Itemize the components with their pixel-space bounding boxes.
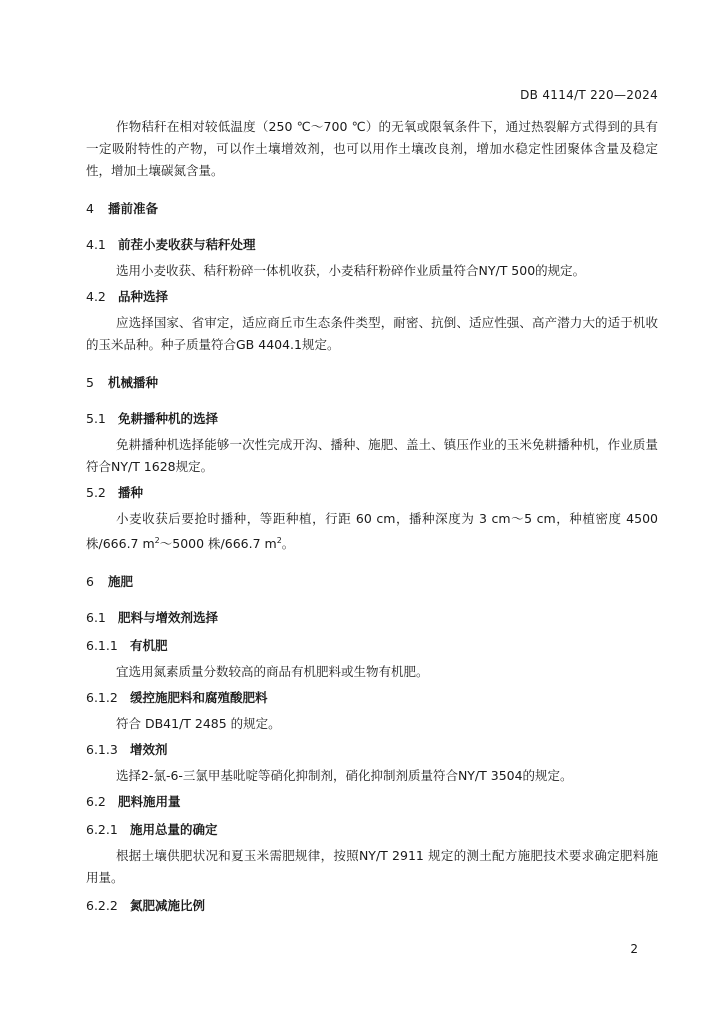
- page-number: 2: [630, 942, 638, 956]
- section-6-1-3-heading: 6.1.3 增效剂: [86, 742, 168, 758]
- intro-paragraph: 作物秸秆在相对较低温度（250 ℃～700 ℃）的无氧或限氧条件下，通过热裂解方式得到的具有一定吸附特性的产物，可以作土壤增效剂，也可以用作土壤改良剂，增加水稳定性团聚体含量及稳定性，增加土壤碳氮含量。: [86, 119, 658, 178]
- section-6-2-2-heading: 6.2.2 氮肥减施比例: [86, 898, 206, 914]
- section-6-heading: 6 施肥: [86, 574, 134, 590]
- section-4-1-text: 选用小麦收获、秸秆粉碎一体机收获，小麦秸秆粉碎作业质量符合NY/T 500的规定。: [116, 263, 586, 278]
- document-code: DB 4114/T 220—2024: [520, 88, 658, 102]
- section-5-1-text: 免耕播种机选择能够一次性完成开沟、播种、施肥、盖土、镇压作业的玉米免耕播种机，作业质量符合NY/T 1628规定。: [86, 437, 658, 474]
- section-6-1-1-text: 宜选用氮素质量分数较高的商品有机肥料或生物有机肥。: [116, 664, 429, 680]
- section-6-2-1-text: 根据土壤供肥状况和夏玉米需肥规律，按照NY/T 2911 规定的测土配方施肥技术要求确定肥料施用量。: [86, 848, 658, 886]
- section-6-1-3-text: 选择2-氯-6-三氯甲基吡啶等硝化抑制剂，硝化抑制剂质量符合NY/T 3504的规定。: [116, 768, 573, 784]
- section-5-2-heading: 5.2 播种: [86, 485, 144, 500]
- document-body: [86, 116, 658, 915]
- section-5-heading: 5 机械播种: [86, 375, 159, 390]
- section-5-2-text: 小麦收获后要抢时播种，等距种植，行距 60 cm，播种深度为 3 cm～5 cm，种植密度 4500 株/666.7 $m^2\sim 5000$ 株/666.7 $m^2$。: [86, 511, 658, 552]
- section-6-1-2-heading: 6.1.2 缓控施肥料和腐殖酸肥料: [86, 690, 268, 706]
- section-4-1-heading: 4.1 前茬小麦收获与秸秆处理: [86, 237, 256, 252]
- section-6-2-1-heading: 6.2.1 施用总量的确定: [86, 822, 218, 838]
- section-4-2-text: 应选择国家、省审定，适应商丘市生态条件类型，耐密、抗倒、适应性强、高产潜力大的适于机收的玉米品种。种子质量符合GB 4404.1规定。: [86, 315, 658, 352]
- section-4-heading: 4 播前准备: [86, 201, 159, 216]
- section-6-1-2-text: 符合 DB41/T 2485 的规定。: [116, 716, 281, 732]
- section-4-2-heading: 4.2 品种选择: [86, 289, 169, 304]
- section-6-1-heading: 6.1 肥料与增效剂选择: [86, 610, 219, 626]
- section-6-1-1-heading: 6.1.1 有机肥: [86, 638, 168, 654]
- section-5-1-heading: 5.1 免耕播种机的选择: [86, 411, 219, 426]
- section-6-2-heading: 6.2 肥料施用量: [86, 794, 181, 810]
